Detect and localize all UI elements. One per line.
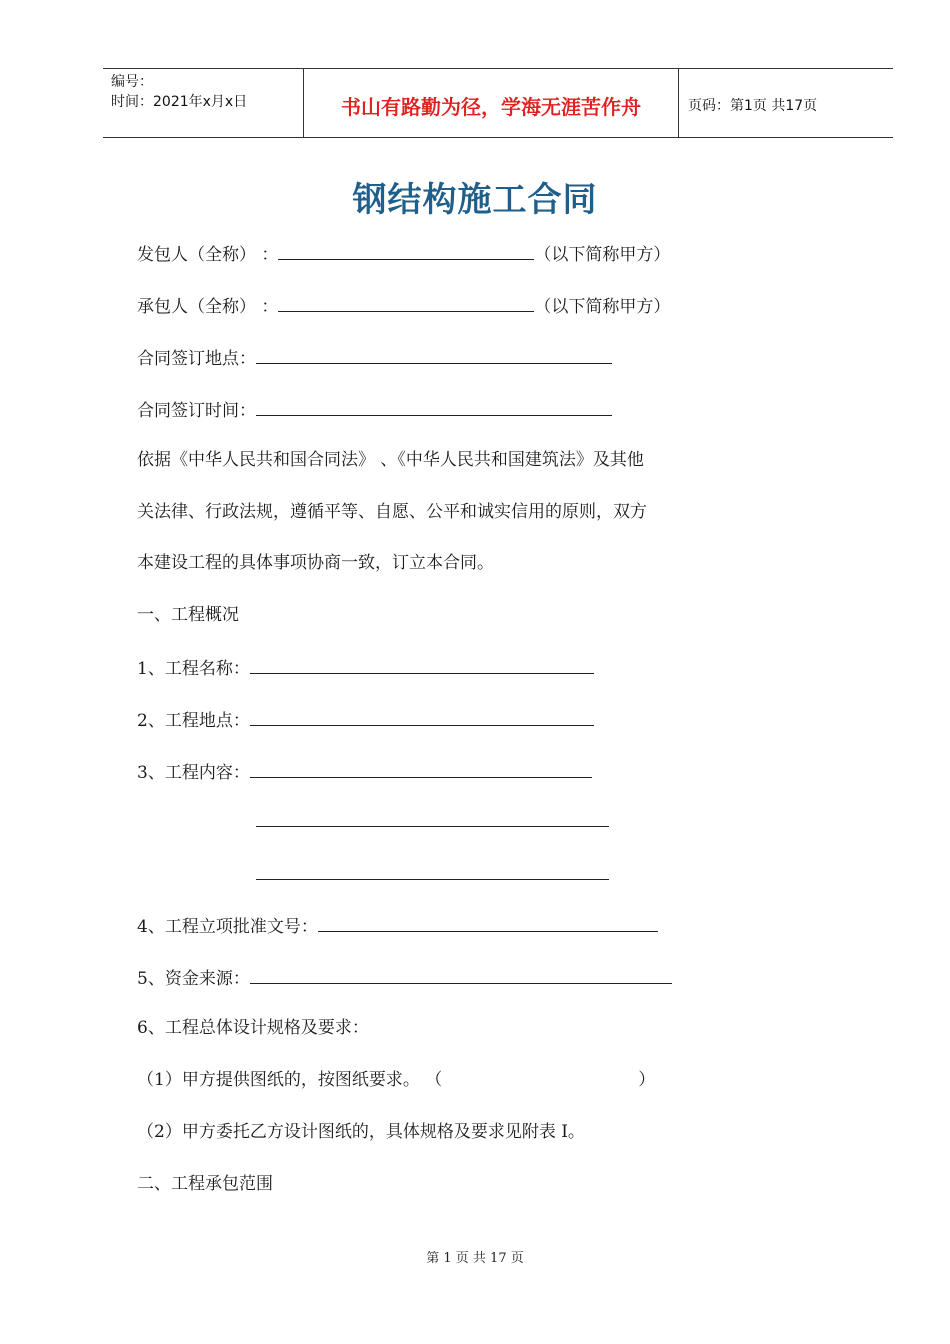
design-spec-sub1 xyxy=(137,1068,655,1092)
page-info: 页码：第1页 共17页 xyxy=(688,98,818,114)
party-b-blank xyxy=(278,293,534,312)
project-location-blank xyxy=(250,707,594,726)
project-content-blank-line xyxy=(256,826,609,827)
party-a-suffix: （以下简称甲方） xyxy=(534,245,671,265)
project-content-blank xyxy=(250,759,592,778)
party-b-suffix: （以下简称甲方） xyxy=(534,297,671,317)
project-name-blank xyxy=(250,655,594,674)
number-label: 编号： xyxy=(111,74,153,90)
project-content-row xyxy=(137,759,592,785)
project-name-label: 1、工程名称： xyxy=(137,659,250,679)
preamble-line: 本建设工程的具体事项协商一致，订立本合同。 xyxy=(137,553,494,573)
party-b-row xyxy=(137,293,670,319)
project-location-label: 2、工程地点： xyxy=(137,711,250,731)
sign-time-row xyxy=(137,397,612,423)
design-spec-heading: 6、工程总体设计规格及要求： xyxy=(137,1018,369,1038)
sign-time-blank xyxy=(256,397,612,416)
project-content-blank-line xyxy=(256,879,609,880)
section-heading: 二、工程承包范围 xyxy=(137,1174,273,1194)
party-a-label: 发包人（全称） ： xyxy=(137,245,279,265)
fund-source-label: 5、资金来源： xyxy=(137,969,250,989)
approval-number-label: 4、工程立项批准文号： xyxy=(137,917,318,937)
motto-text: 书山有路勤为径，学海无涯苦作舟 xyxy=(341,95,641,119)
approval-number-row xyxy=(137,913,658,939)
fund-source-row xyxy=(137,965,672,991)
preamble-line: 关法律、行政法规，遵循平等、自愿、公平和诚实信用的原则，双方 xyxy=(137,502,647,522)
section-heading: 一、工程概况 xyxy=(137,605,239,625)
project-location-row xyxy=(137,707,594,733)
fund-source-blank xyxy=(250,965,672,984)
design-spec-sub2: （2）甲方委托乙方设计图纸的，具体规格及要求见附表 I。 xyxy=(137,1122,585,1142)
party-b-label: 承包人（全称） ： xyxy=(137,297,279,317)
header-center-cell xyxy=(303,69,679,137)
design-spec-sub1-text: （1）甲方提供图纸的，按图纸要求。 （ xyxy=(137,1070,443,1090)
sign-time-label: 合同签订时间： xyxy=(137,401,256,421)
page-footer: 第 1 页 共 17 页 xyxy=(426,1251,524,1266)
sign-place-row xyxy=(137,345,612,371)
approval-number-blank xyxy=(318,913,658,932)
document-header xyxy=(103,68,893,138)
party-a-blank xyxy=(278,241,534,260)
preamble-line: 依据《中华人民共和国合同法》 、《中华人民共和国建筑法》及其他 xyxy=(137,450,644,470)
project-content-label: 3、工程内容： xyxy=(137,763,250,783)
header-right-cell xyxy=(678,69,893,137)
project-name-row xyxy=(137,655,594,681)
party-a-row xyxy=(137,241,670,267)
time-label: 时间：2021年x月x日 xyxy=(111,94,248,110)
header-left-cell xyxy=(103,69,303,137)
design-spec-sub1-close: ） xyxy=(638,1070,656,1090)
document-title: 钢结构施工合同 xyxy=(352,180,598,220)
sign-place-blank xyxy=(256,345,612,364)
sign-place-label: 合同签订地点： xyxy=(137,349,256,369)
